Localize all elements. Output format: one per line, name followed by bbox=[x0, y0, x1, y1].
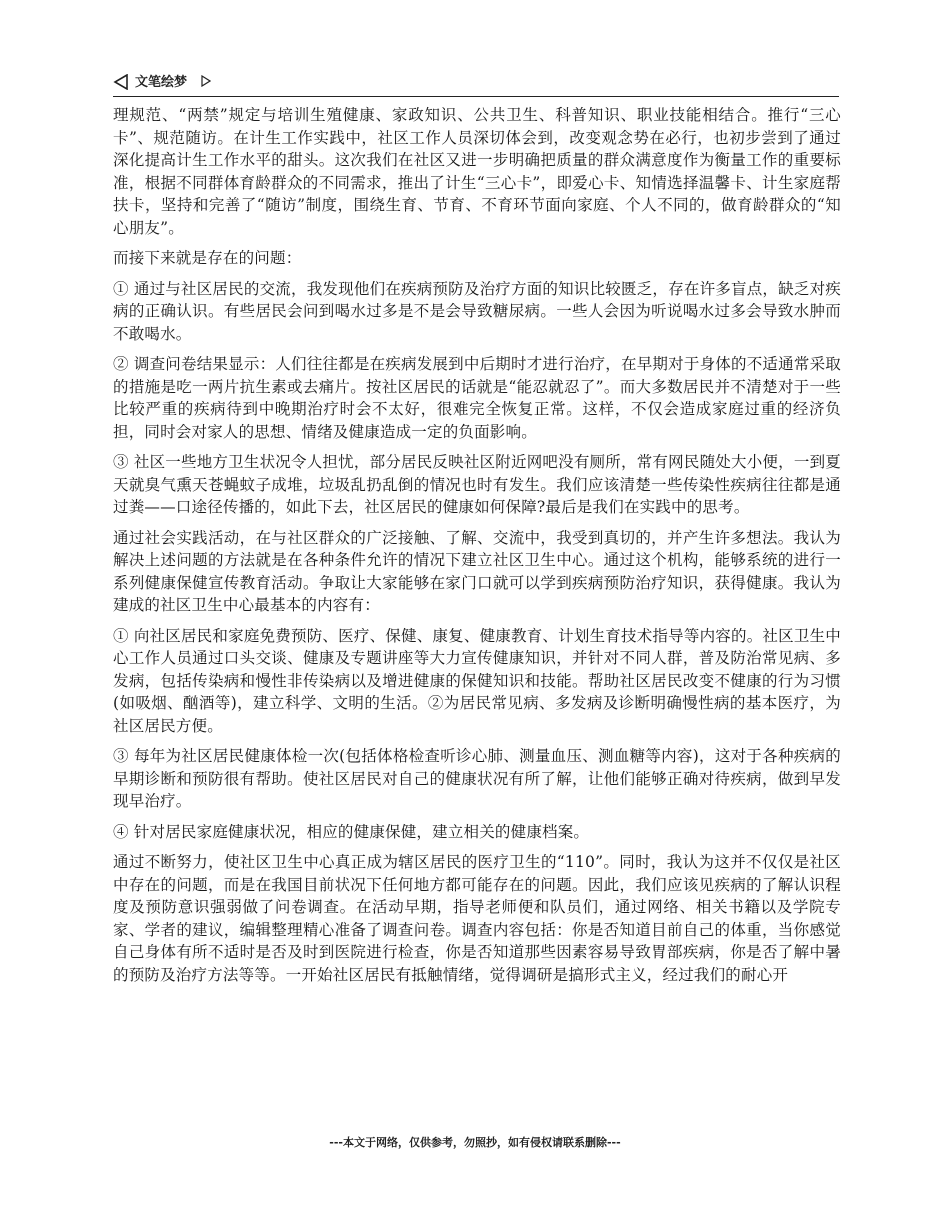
paragraph-1: 理规范、“两禁”规定与培训生殖健康、家政知识、公共卫生、科普知识、职业技能相结合。推行“三心卡”、规范随访。在计生工作实践中，社区工作人员深切体会到，改变观念势在必行，也初步尝到了通过深化提高计生工作水平的甜头。这次我们在社区又进一步明确把质量的群众满意度作为衡量工作的重要标准，根据不同群体育龄群众的不同需求，推出了计生“三心卡”，即爱心卡、知情选择温馨卡、计生家庭帮扶卡，坚持和完善了“随访”制度，围绕生育、节育、不育环节面向家庭、个人不同的，做育龄群众的“知心朋友”。 bbox=[113, 106, 841, 237]
paragraph-9: ④ 针对居民家庭健康状况，相应的健康保健，建立相关的健康档案。 bbox=[113, 822, 590, 841]
paragraph-10: 通过不断努力，使社区卫生中心真正成为辖区居民的医疗卫生的“110”。同时，我认为这并不仅仅是社区中存在的问题，而是在我国目前状况下任何地方都可能存在的问题。因此，我们应该见疾病的了解认识程度及预防意识强弱做了问卷调查。在活动早期，指导老师便和队员们，通过网络、相关书籍以及学院专家、学者的建议，编辑整理精心准备了调查问卷。调查内容包括：你是否知道目前自己的体重，当你感觉自己身体有所不适时是否及时到医院进行检查，你是否知道那些因素容易导致胃部疾病，你是否了解中暑的预防及治疗方法等等。一开始社区居民有抵触情绪，觉得调研是搞形式主义，经过我们的耐心开 bbox=[113, 853, 841, 984]
triangle-left-icon bbox=[113, 74, 129, 90]
header-title: 文笔绘梦 bbox=[135, 75, 188, 90]
paragraph-5: ③ 社区一些地方卫生状况令人担忧，部分居民反映社区附近网吧没有厕所，常有网民随处大小便，一到夏天就臭气熏天苍蝇蚊子成堆，垃圾乱扔乱倒的情况也时有发生。我们应该清楚一些传染性疾病往往都是通过粪——口途径传播的，如此下去，社区居民的健康如何保障?最后是我们在实践中的思考。 bbox=[113, 453, 841, 516]
page-header bbox=[113, 72, 839, 97]
triangle-right-icon bbox=[201, 75, 211, 87]
paragraph-2: 而接下来就是存在的问题： bbox=[113, 249, 302, 267]
paragraph-7: ① 向社区居民和家庭免费预防、医疗、保健、康复、健康教育、计划生育技术指导等内容的。社区卫生中心工作人员通过口头交谈、健康及专题讲座等大力宣传健康知识，并针对不同人群，普及防治常见病、多发病，包括传染病和慢性非传染病以及增进健康的保健知识和技能。帮助社区居民改变不健康的行为习惯(如吸烟、酗酒等)，建立科学、文明的生活。②为居民常见病、多发病及诊断明确慢性病的基本医疗，为社区居民方便。 bbox=[113, 626, 841, 735]
paragraph-6: 通过社会实践活动，在与社区群众的广泛接触、了解、交流中，我受到真切的，并产生许多想法。我认为解决上述问题的方法就是在各种条件允许的情况下建立社区卫生中心。通过这个机构，能够系统的进行一系列健康保健宣传教育活动。争取让大家能够在家门口就可以学到疾病预防治疗知识，获得健康。我认为建成的社区卫生中心最基本的内容有： bbox=[113, 528, 841, 614]
page-footer: ---本文于网络，仅供参考，勿照抄，如有侵权请联系删除--- bbox=[329, 1136, 621, 1149]
document-body bbox=[113, 104, 841, 994]
paragraph-3: ① 通过与社区居民的交流，我发现他们在疾病预防及治疗方面的知识比较匮乏，存在许多盲点，缺乏对疾病的正确认识。有些居民会问到喝水过多是不是会导致糖尿病。一些人会因为听说喝水过多会导致水肿而不敢喝水。 bbox=[113, 279, 841, 343]
paragraph-8: ③ 每年为社区居民健康体检一次(包括体格检查听诊心肺、测量血压、测血糖等内容)，这对于各种疾病的早期诊断和预防很有帮助。使社区居民对自己的健康状况有所了解，让他们能够正确对待疾病，做到早发现早治疗。 bbox=[113, 747, 841, 810]
paragraph-4: ② 调查问卷结果显示：人们往往都是在疾病发展到中后期时才进行治疗，在早期对于身体的不适通常采取的措施是吃一两片抗生素或去痛片。按社区居民的话就是“能忍就忍了”。而大多数居民并不清楚对于一些比较严重的疾病待到中晚期治疗时会不太好，很难完全恢复正常。这样，不仅会造成家庭过重的经济负担，同时会对家人的思想、情绪及健康造成一定的负面影响。 bbox=[113, 355, 841, 441]
